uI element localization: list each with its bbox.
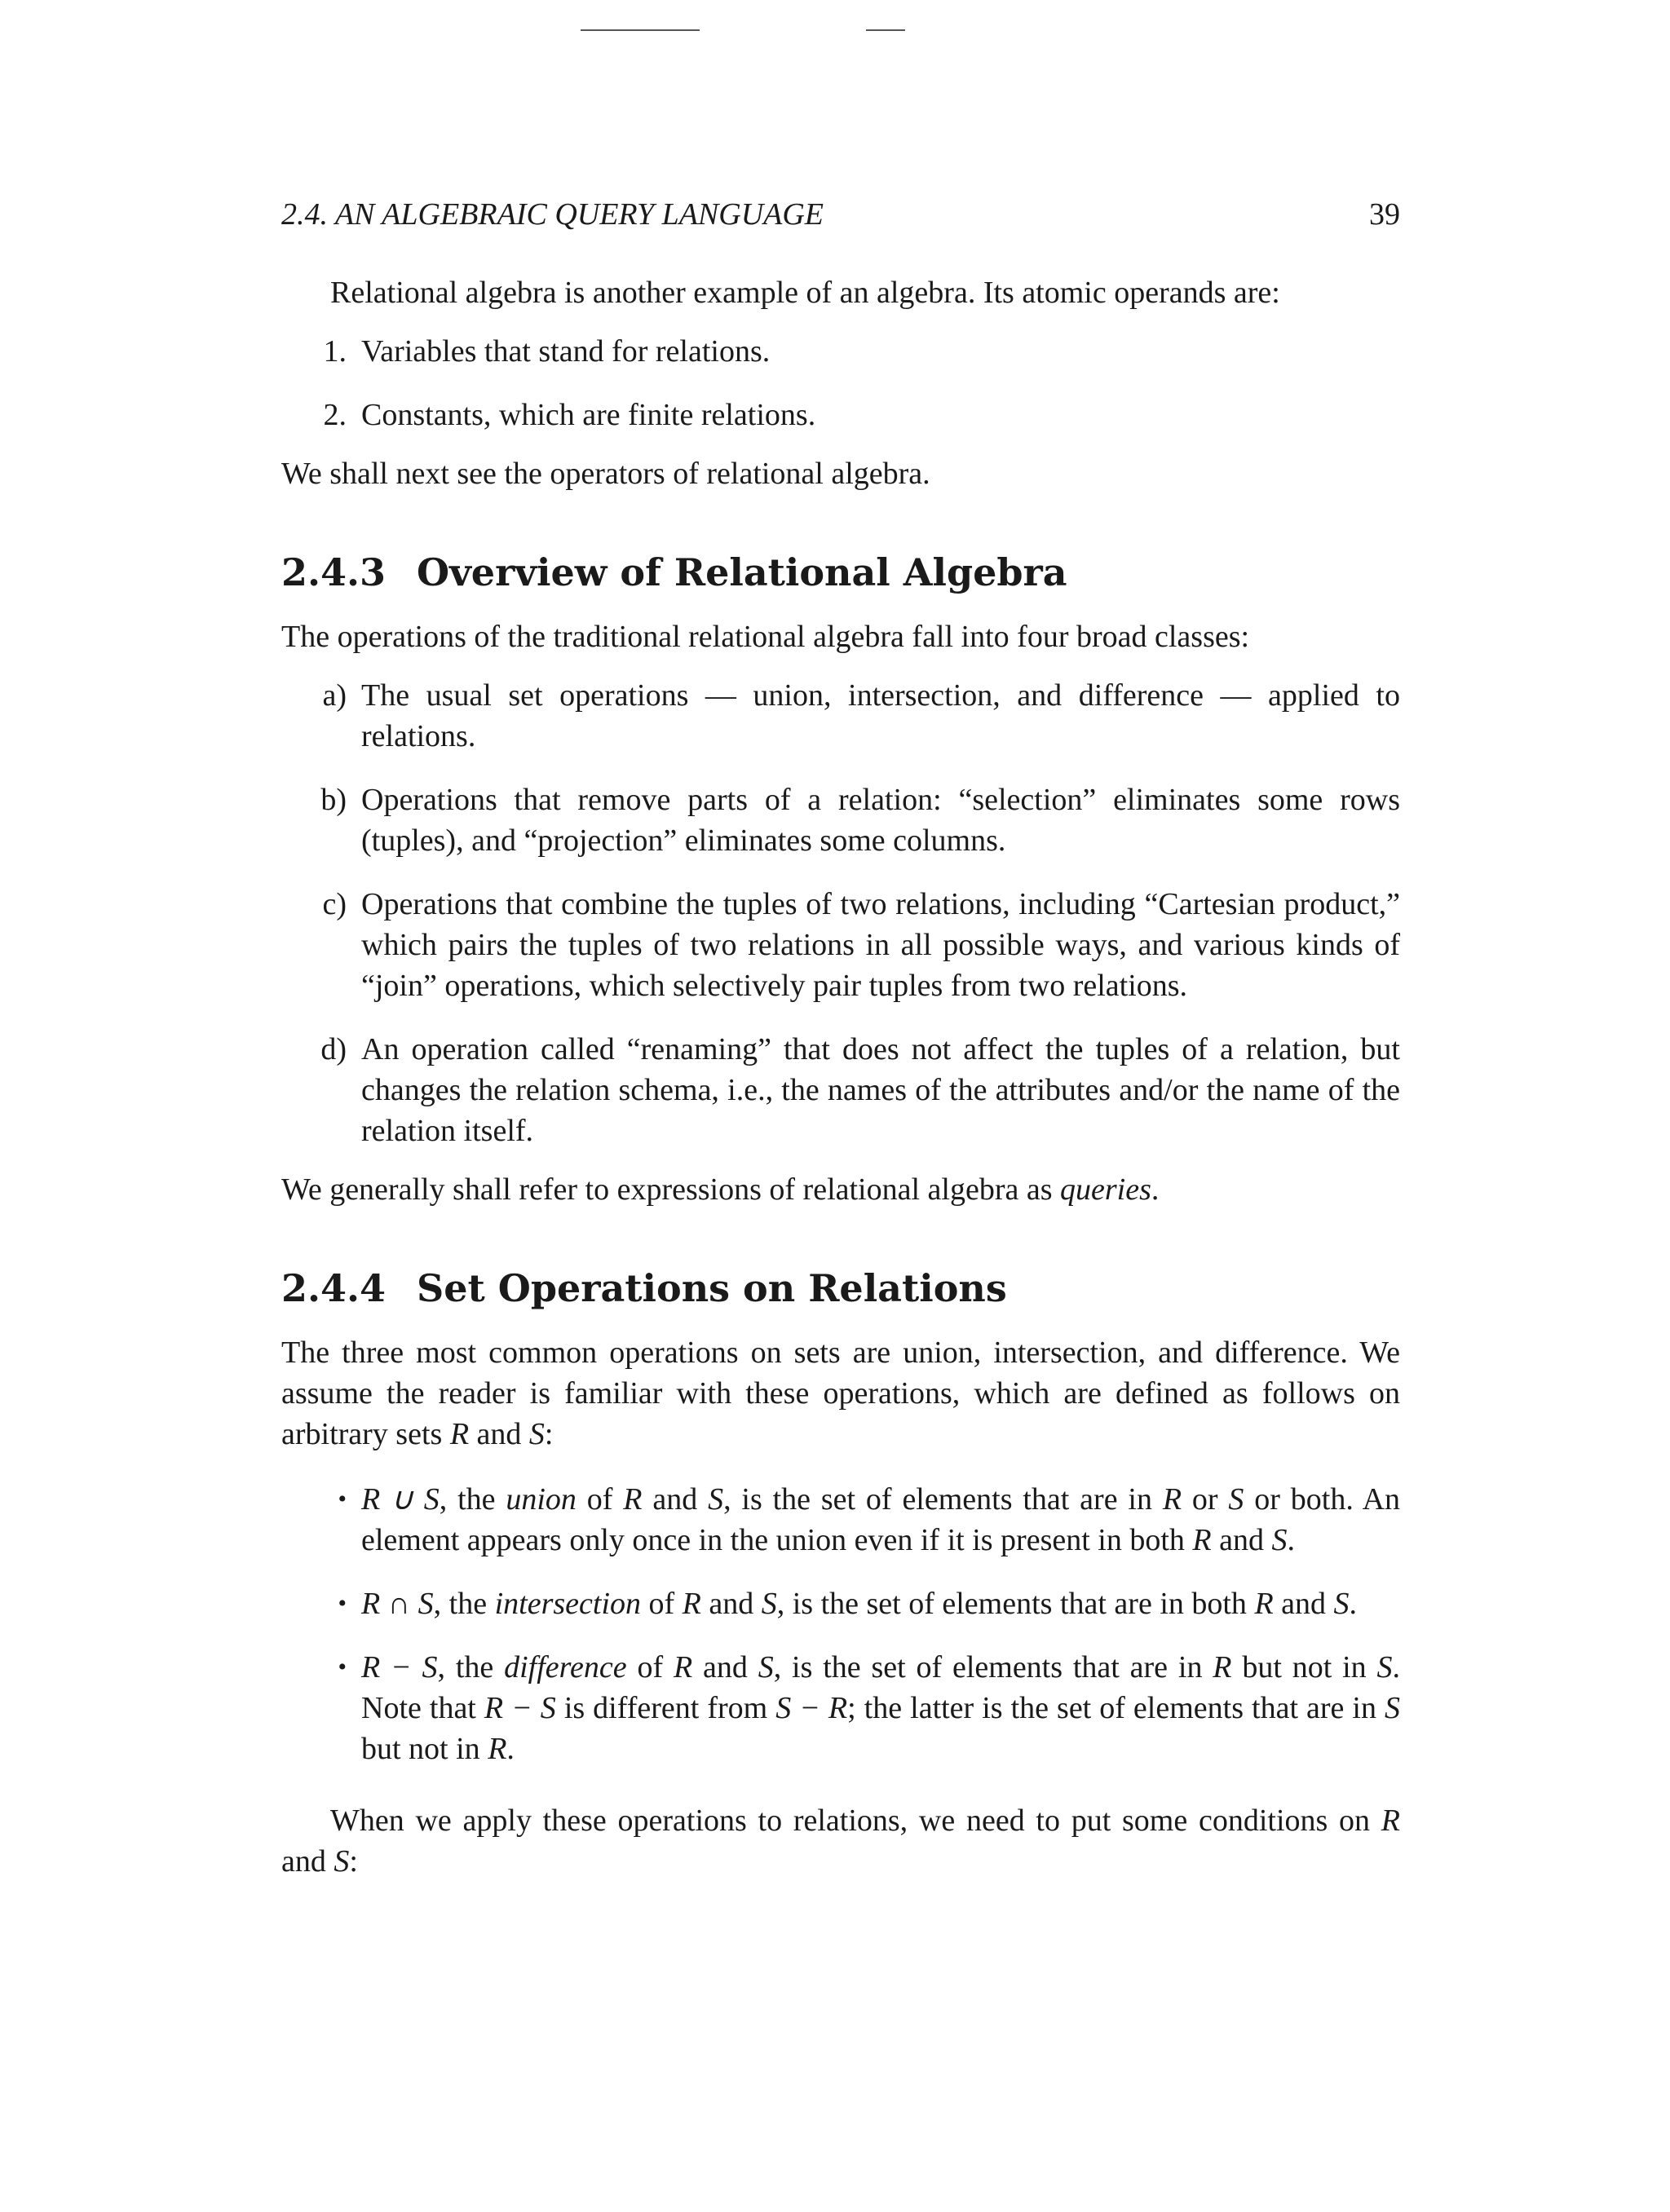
section-title: Overview of Relational Algebra [417, 550, 1067, 594]
document-page [281, 194, 1400, 1882]
list-item [281, 675, 1400, 757]
section-number: 2.4.4 [281, 1266, 387, 1310]
list-item-letter: c) [322, 887, 347, 921]
section-closing-paragraph: We generally shall refer to expressions of relational algebra as queries. [281, 1172, 1160, 1207]
list-item-text: Operations that combine the tuples of two relations, including “Cartesian product,” which pairs the tuples of two relations in all possible ways, and various kinds of “join” operations, which selectively pair tuples from two relations. [361, 887, 1400, 1003]
operand-list [281, 331, 1400, 435]
scan-mark-left [581, 29, 700, 31]
list-item-text: Variables that stand for relations. [361, 334, 771, 369]
intro-paragraph: Relational algebra is another example of an algebra. Its atomic operands are: [330, 276, 1280, 310]
list-item-text: Operations that remove parts of a relation: “selection” eliminates some rows (tuples), and “projection” eliminates some columns. [361, 783, 1400, 858]
list-item [281, 884, 1400, 1006]
list-item-text: An operation called “renaming” that does not affect the tuples of a relation, but changes the relation schema, i.e., the names of the attributes and/or the name of the relation itself. [361, 1032, 1400, 1148]
list-item-letter: b) [320, 783, 347, 817]
final-paragraph: When we apply these operations to relations, we need to put some conditions on R and S: [281, 1804, 1400, 1879]
section-heading [281, 550, 1400, 595]
scan-mark-right [866, 29, 905, 31]
list-item [281, 1647, 1400, 1769]
list-item-text: The usual set operations — union, intersection, and difference — applied to relations. [361, 678, 1400, 753]
section-title: Set Operations on Relations [417, 1266, 1007, 1310]
list-item [281, 779, 1400, 861]
running-header [281, 194, 1400, 235]
list-item-text: R ∩ S, the intersection of R and S, is the set of elements that are in both R and S. [361, 1587, 1358, 1621]
page-number: 39 [1369, 197, 1400, 232]
list-item-text: Constants, which are finite relations. [361, 398, 816, 432]
list-item-text: R ∪ S, the union of R and S, is the set of elements that are in R or S or both. An element appears only once in the union even if it is present in both R and S. [361, 1482, 1401, 1557]
list-item [281, 331, 1400, 372]
set-operation-list [281, 1479, 1400, 1769]
intro-closing-paragraph: We shall next see the operators of relational algebra. [281, 457, 930, 491]
section-heading [281, 1265, 1400, 1311]
section-lead-paragraph: The operations of the traditional relational algebra fall into four broad classes: [281, 620, 1250, 654]
section-number: 2.4.3 [281, 550, 387, 594]
running-title: 2.4. AN ALGEBRAIC QUERY LANGUAGE [281, 197, 824, 232]
list-item-letter: d) [320, 1032, 347, 1066]
emphasis-term: queries [1060, 1172, 1151, 1207]
list-item-text: R − S, the difference of R and S, is the set of elements that are in R but not in S. Note that R − S is different from S − R; the latter is the set of elements that are in S but not in R. [361, 1650, 1400, 1766]
list-item [281, 395, 1400, 435]
section-lead-paragraph: The three most common operations on sets are union, intersection, and difference. We assume the reader is familiar with these operations, which are defined as follows on arbitrary sets R and S: [281, 1336, 1400, 1451]
list-item-letter: a) [322, 678, 347, 713]
list-item-number: 1. [323, 334, 347, 369]
operation-class-list [281, 675, 1400, 1151]
bullet-marker: • [338, 1590, 347, 1617]
list-item [281, 1029, 1400, 1151]
bullet-marker: • [338, 1653, 347, 1680]
list-item [281, 1479, 1400, 1561]
list-item [281, 1583, 1400, 1624]
list-item-number: 2. [323, 398, 347, 432]
bullet-marker: • [338, 1486, 347, 1512]
